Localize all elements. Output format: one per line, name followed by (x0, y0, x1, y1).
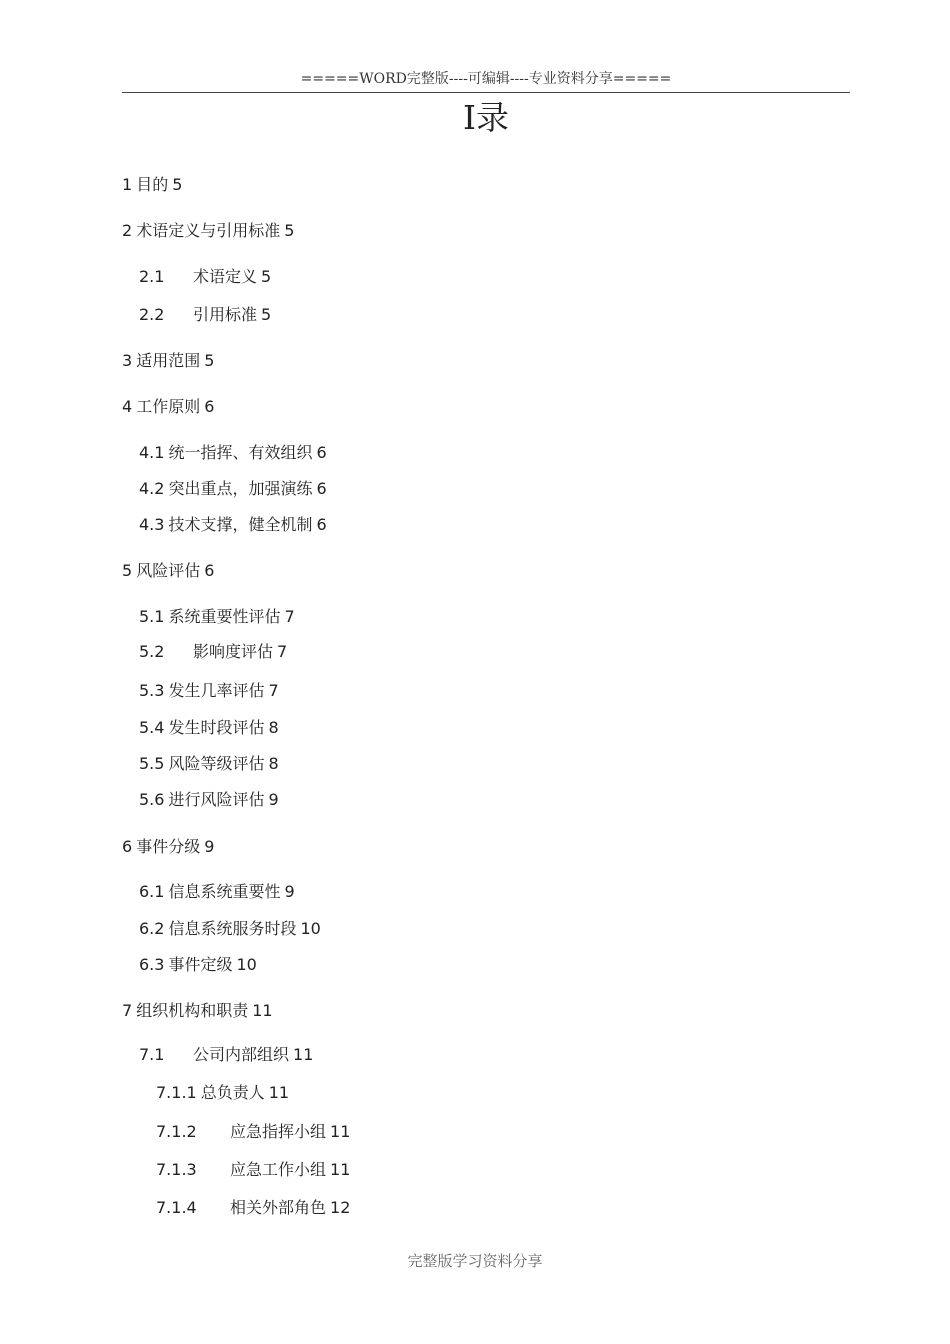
toc-entry-title: 风险等级评估 (168, 754, 265, 773)
toc-entry-title: 风险评估 (136, 561, 201, 580)
toc-entry-title: 突出重点，加强演练 (168, 479, 313, 498)
toc-entry[interactable] (122, 397, 214, 417)
toc-entry[interactable] (156, 1083, 289, 1103)
toc-entry-page: 7 (268, 681, 279, 700)
toc-entry-title: 发生几率评估 (168, 681, 265, 700)
toc-entry-number: 5.5 (139, 754, 165, 773)
toc-entry[interactable] (122, 175, 182, 195)
toc-entry-number: 3 (122, 351, 133, 370)
toc-entry-page: 6 (316, 479, 327, 498)
toc-entry-page: 11 (330, 1160, 351, 1179)
toc-entry[interactable] (122, 837, 214, 857)
toc-entry-number: 5.3 (139, 681, 165, 700)
toc-entry-page: 11 (330, 1122, 351, 1141)
toc-entry-number: 4 (122, 397, 133, 416)
toc-entry-title: 组织机构和职责 (136, 1001, 249, 1020)
toc-entry-page: 6 (204, 561, 215, 580)
toc-entry-title: 术语定义与引用标准 (136, 221, 281, 240)
toc-entry-number: 1 (122, 175, 133, 194)
toc-entry[interactable] (139, 607, 295, 627)
toc-entry-number: 6.1 (139, 882, 165, 901)
toc-entry-title: 技术支撑，健全机制 (168, 515, 313, 534)
toc-entry-title: 相关外部角色 (230, 1198, 327, 1217)
toc-entry-title: 发生时段评估 (168, 718, 265, 737)
toc-entry-page: 10 (300, 919, 321, 938)
toc-entry[interactable] (139, 305, 271, 325)
toc-entry[interactable] (122, 351, 214, 371)
toc-entry-number: 5.6 (139, 790, 165, 809)
toc-entry-number: 4.1 (139, 443, 165, 462)
toc-entry-number: 7.1.4 (156, 1198, 197, 1217)
toc-entry-page: 11 (252, 1001, 273, 1020)
toc-entry-title: 信息系统重要性 (168, 882, 281, 901)
toc-entry[interactable] (122, 561, 214, 581)
toc-entry-number: 5.1 (139, 607, 165, 626)
toc-entry[interactable] (122, 221, 294, 241)
toc-entry-page: 5 (204, 351, 215, 370)
toc-entry-title: 术语定义 (193, 267, 258, 286)
toc-entry-number: 7 (122, 1001, 133, 1020)
toc-entry-number: 4.2 (139, 479, 165, 498)
toc-entry-number: 6 (122, 837, 133, 856)
toc-entry[interactable] (139, 515, 327, 535)
toc-entry[interactable] (139, 479, 327, 499)
toc-entry-page: 5 (261, 305, 272, 324)
toc-entry-number: 7.1 (139, 1045, 165, 1064)
toc-entry[interactable] (139, 443, 327, 463)
toc-entry[interactable] (139, 718, 279, 738)
toc-entry-page: 7 (277, 642, 288, 661)
toc-entry-page: 6 (316, 515, 327, 534)
toc-entry-number: 2 (122, 221, 133, 240)
toc-entry-number: 7.1.3 (156, 1160, 197, 1179)
toc-entry-title: 应急工作小组 (230, 1160, 327, 1179)
toc-entry[interactable] (139, 754, 279, 774)
toc-entry-page: 7 (284, 607, 295, 626)
toc-entry-number: 2.1 (139, 267, 165, 286)
toc-entry-page: 5 (284, 221, 295, 240)
toc-entry-number: 4.3 (139, 515, 165, 534)
toc-entry[interactable] (139, 681, 279, 701)
toc-entry[interactable] (139, 1045, 313, 1065)
toc-entry-number: 2.2 (139, 305, 165, 324)
toc-entry-title: 总负责人 (200, 1083, 265, 1102)
toc-entry-title: 影响度评估 (193, 642, 274, 661)
toc-entry[interactable] (156, 1198, 350, 1218)
toc-entry-title: 事件分级 (136, 837, 201, 856)
toc-entry-title: 目的 (136, 175, 169, 194)
toc-entry-page: 6 (316, 443, 327, 462)
toc-entry-page: 5 (172, 175, 183, 194)
toc-entry-title: 信息系统服务时段 (168, 919, 297, 938)
toc-entry-title: 工作原则 (136, 397, 201, 416)
toc-entry[interactable] (156, 1122, 350, 1142)
toc-entry-number: 6.2 (139, 919, 165, 938)
toc-entry-title: 适用范围 (136, 351, 201, 370)
toc-entry-page: 8 (268, 754, 279, 773)
toc-entry[interactable] (139, 919, 321, 939)
toc-entry[interactable] (139, 790, 279, 810)
toc-entry-number: 5.2 (139, 642, 165, 661)
toc-entry-page: 12 (330, 1198, 351, 1217)
toc-entry-title: 进行风险评估 (168, 790, 265, 809)
toc-entry[interactable] (139, 642, 287, 662)
toc-entry-title: 引用标准 (193, 305, 258, 324)
toc-entry-title: 事件定级 (168, 955, 233, 974)
toc-entry-number: 6.3 (139, 955, 165, 974)
toc-entry[interactable] (122, 1001, 273, 1021)
toc-title: I录 (462, 98, 510, 137)
toc-entry-title: 统一指挥、有效组织 (168, 443, 313, 462)
toc-entry-title: 系统重要性评估 (168, 607, 281, 626)
toc-entry-page: 9 (204, 837, 215, 856)
toc-entry-number: 7.1.1 (156, 1083, 197, 1102)
page-footer: 完整版学习资料分享 (407, 1252, 543, 1270)
toc-entry-page: 5 (261, 267, 272, 286)
toc-entry-page: 10 (236, 955, 257, 974)
toc-entry-page: 11 (268, 1083, 290, 1102)
toc-entry-page: 11 (293, 1045, 314, 1064)
page-header: =====WORD完整版----可编辑----专业资料分享===== (300, 71, 672, 87)
toc-entry[interactable] (139, 955, 257, 975)
toc-entry[interactable] (139, 882, 295, 902)
toc-entry-page: 6 (204, 397, 215, 416)
toc-entry-page: 9 (268, 790, 279, 809)
toc-entry[interactable] (139, 267, 271, 287)
toc-entry[interactable] (156, 1160, 350, 1180)
toc-entry-page: 8 (268, 718, 279, 737)
toc-entry-number: 5.4 (139, 718, 165, 737)
toc-entry-page: 9 (284, 882, 295, 901)
toc-entry-number: 5 (122, 561, 133, 580)
toc-entry-number: 7.1.2 (156, 1122, 197, 1141)
toc-entry-title: 公司内部组织 (193, 1045, 290, 1064)
toc-entry-title: 应急指挥小组 (230, 1122, 327, 1141)
